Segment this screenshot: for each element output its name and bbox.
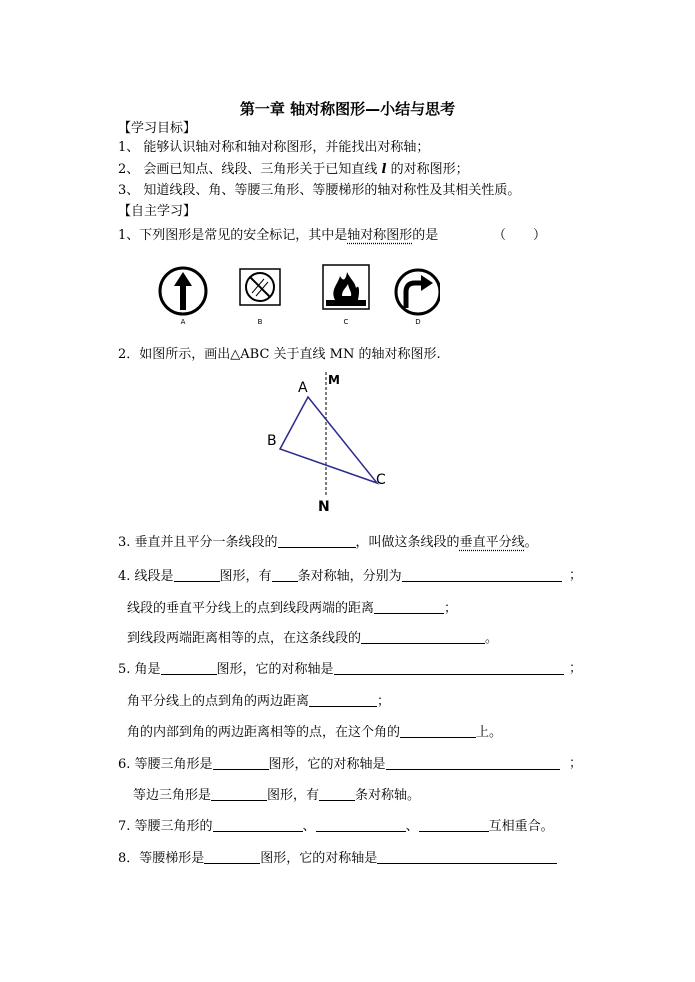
q8-blank-1[interactable] <box>204 850 260 864</box>
sign-d-label: D <box>415 318 421 326</box>
q5-l2-text: 角平分线上的点到角的两边距离 <box>127 694 310 709</box>
q5-l3-end: 上。 <box>476 725 503 740</box>
q5-blank-4[interactable] <box>400 724 476 738</box>
q4-text-a: 4. 线段是 <box>118 569 174 584</box>
q7-blank-1[interactable] <box>213 818 303 832</box>
q1-text-a: 1、下列图形是常见的安全标记，其中是 <box>118 228 348 243</box>
triangle-abc <box>280 397 377 483</box>
q4-l2-end: ； <box>444 601 458 616</box>
question-2: 2．如图所示，画出△ABC 关于直线 MN 的轴对称图形. <box>118 347 441 362</box>
q4-l3-end: 。 <box>485 631 499 646</box>
line-variable: l <box>381 162 387 177</box>
q3-emphasis: 垂直平分线 <box>459 535 525 550</box>
q7-blank-3[interactable] <box>419 818 489 832</box>
q4-semicolon: ； <box>569 568 583 583</box>
q5-line-3 <box>127 724 502 741</box>
q1-emphasis: 轴对称图形 <box>347 228 413 243</box>
question-7 <box>118 818 554 835</box>
q4-l3-text: 到线段两端距离相等的点，在这条线段的 <box>127 631 362 646</box>
q5-blank-1[interactable] <box>161 661 217 675</box>
objectives-heading: 【学习目标】 <box>118 121 197 136</box>
question-6 <box>118 756 560 773</box>
q1-paren-close: ） <box>533 228 547 243</box>
q7-sep-1: 、 <box>302 819 316 834</box>
q3-text-b: ，叫做这条线段的 <box>355 535 460 550</box>
q6-blank-1[interactable] <box>213 756 269 770</box>
q3-blank[interactable] <box>278 534 356 548</box>
q5-semicolon: ； <box>569 661 583 676</box>
label-b: B <box>267 433 277 449</box>
q7-text-a: 7. 等腰三角形的 <box>118 819 213 834</box>
q6-l2-text-c: 条对称轴。 <box>355 788 421 803</box>
q6-l2-text-b: 图形，有 <box>267 788 320 803</box>
q4-text-b: 图形，有 <box>219 569 272 584</box>
q4-blank-1[interactable] <box>174 568 220 582</box>
q6-line-2 <box>133 787 420 804</box>
q4-blank-4[interactable] <box>374 600 444 614</box>
triangle-figure <box>255 368 405 518</box>
q7-sep-2: 、 <box>405 819 419 834</box>
question-4 <box>118 568 562 585</box>
sign-a-up-arrow-icon <box>160 268 206 314</box>
sign-b-prohibited-icon <box>240 269 280 305</box>
q6-blank-3[interactable] <box>211 787 267 801</box>
q8-blank-2[interactable] <box>377 850 557 864</box>
q5-blank-2[interactable] <box>334 661 564 675</box>
q7-blank-2[interactable] <box>316 818 406 832</box>
q4-line-2 <box>127 600 457 617</box>
question-5 <box>118 661 564 678</box>
question-3 <box>118 534 538 551</box>
sign-d-turn-right-icon <box>396 270 440 314</box>
question-1 <box>118 228 438 244</box>
q6-l2-text-a: 等边三角形是 <box>133 788 212 803</box>
q3-text-d: 。 <box>524 535 538 550</box>
q6-text-b: 图形，它的对称轴是 <box>268 757 386 772</box>
objective-2 <box>118 162 469 178</box>
q4-text-c: 条对称轴，分别为 <box>297 569 402 584</box>
q5-text-b: 图形，它的对称轴是 <box>216 662 334 677</box>
q8-text-b: 图形，它的对称轴是 <box>260 851 378 866</box>
objective-3: 3、 知道线段、角、等腰三角形、等腰梯形的轴对称性及其相关性质。 <box>118 183 521 198</box>
q6-semicolon: ； <box>569 756 583 771</box>
label-n: N <box>318 499 330 515</box>
q3-text-a: 3. 垂直并且平分一条线段的 <box>118 535 278 550</box>
q4-blank-3[interactable] <box>402 568 562 582</box>
q6-text-a: 6. 等腰三角形是 <box>118 757 213 772</box>
q5-line-2 <box>127 693 390 710</box>
q4-l2-text: 线段的垂直平分线上的点到线段两端的距离 <box>127 601 375 616</box>
q8-text-a: 8．等腰梯形是 <box>118 851 205 866</box>
q5-blank-3[interactable] <box>309 693 377 707</box>
q5-l3-text: 角的内部到角的两边距离相等的点，在这个角的 <box>127 725 401 740</box>
q5-text-a: 5. 角是 <box>118 662 161 677</box>
q7-text-b: 互相重合。 <box>488 819 554 834</box>
q4-blank-2[interactable] <box>272 568 298 582</box>
q1-paren-open: （ <box>493 228 507 243</box>
label-c: C <box>376 472 386 488</box>
q4-blank-5[interactable] <box>361 630 485 644</box>
q1-text-b: 的是 <box>412 228 439 243</box>
q6-blank-2[interactable] <box>386 756 560 770</box>
label-m: M <box>328 373 340 387</box>
self-study-heading: 【自主学习】 <box>118 204 197 219</box>
objective-2-text-a: 2、 会画已知点、线段、三角形关于已知直线 <box>118 162 378 177</box>
objective-1: 1、 能够认识轴对称和轴对称图形，并能找出对称轴； <box>118 140 430 155</box>
safety-signs <box>150 262 440 328</box>
q6-blank-4[interactable] <box>319 787 355 801</box>
sign-c-label: C <box>343 318 349 326</box>
question-8 <box>118 850 557 867</box>
sign-a-label: A <box>180 318 186 326</box>
objective-2-text-b: 的对称图形； <box>390 162 469 177</box>
q4-line-3 <box>127 630 498 647</box>
sign-c-fire-icon <box>323 265 369 309</box>
page-title: 第一章 轴对称图形—小结与思考 <box>239 100 456 118</box>
sign-b-label: B <box>257 318 263 326</box>
q5-l2-end: ； <box>377 694 391 709</box>
label-a: A <box>298 380 308 396</box>
